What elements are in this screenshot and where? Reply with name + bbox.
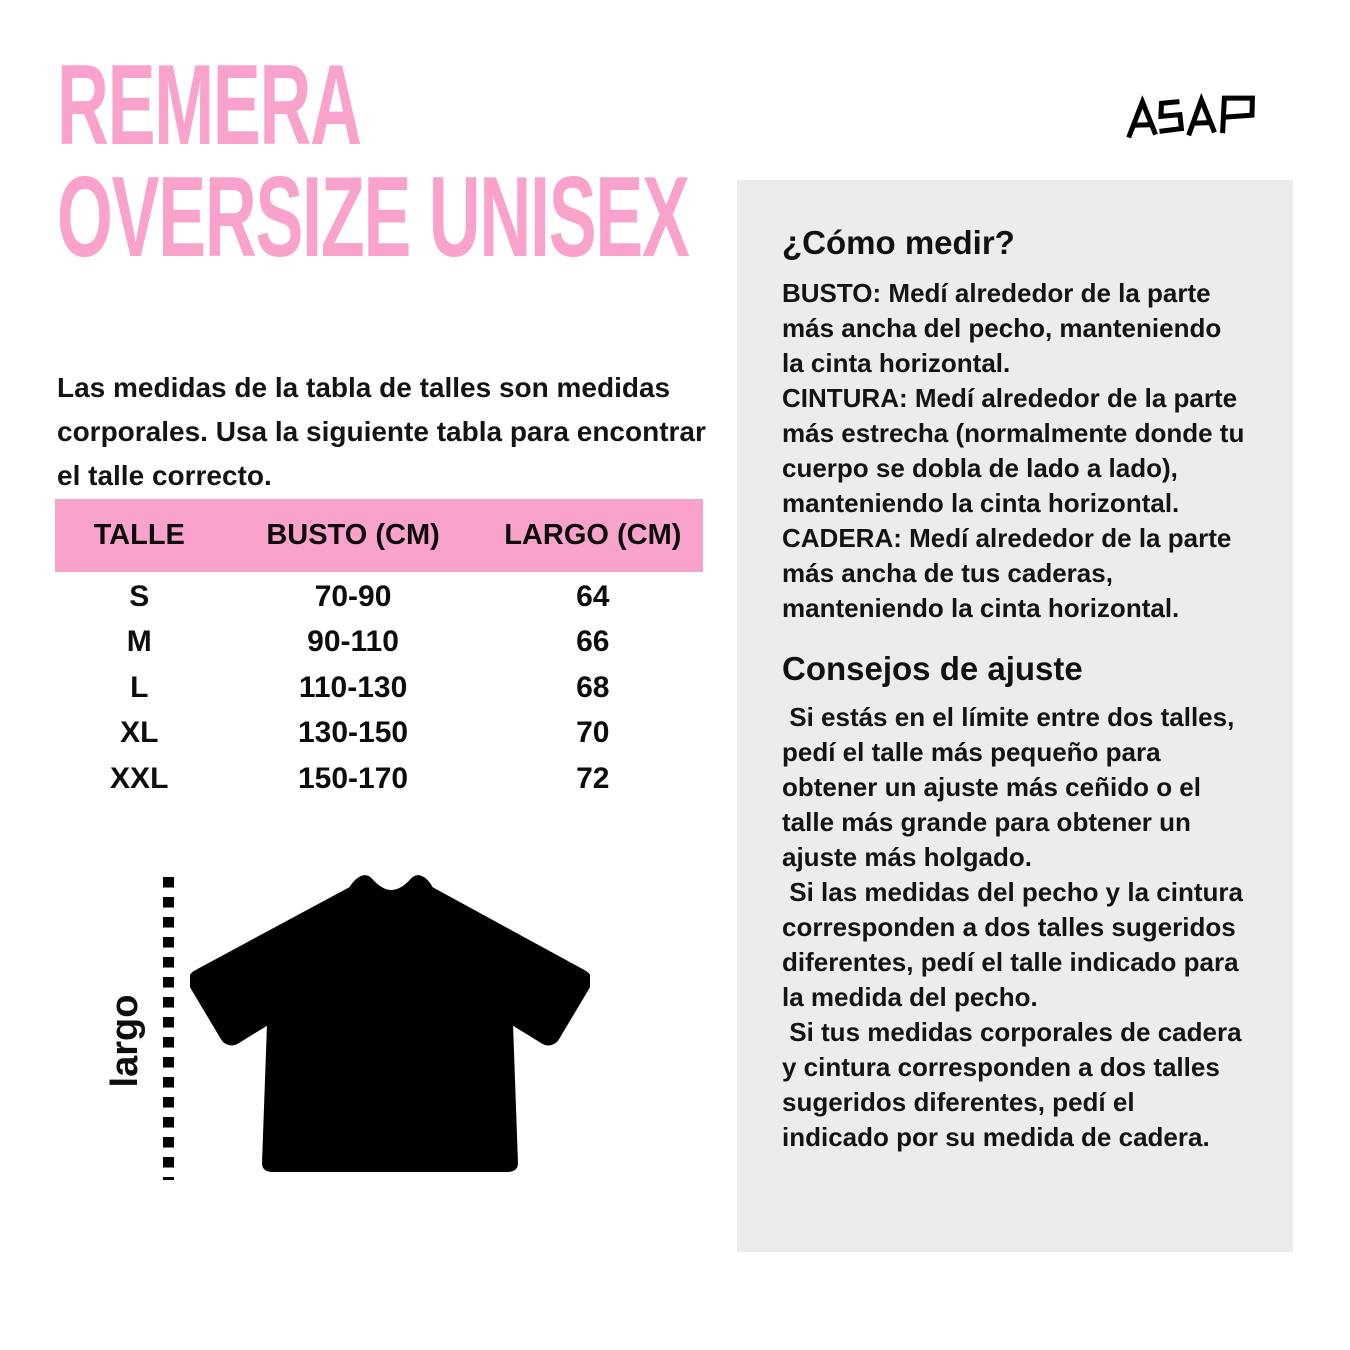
como-medir-cadera: CADERA: Medí alrededor de la parte más ancha de tus caderas, manteniendo la cinta horizontal. [782, 523, 1239, 623]
size-table [55, 499, 703, 802]
cell-busto: 90-110 [307, 625, 399, 659]
asap-logo-icon [1124, 90, 1274, 144]
cell-talle: L [130, 670, 149, 704]
tshirt-silhouette-icon [190, 872, 590, 1172]
length-measure-dashed-line [163, 877, 174, 1180]
cell-talle: XL [120, 716, 159, 750]
table-row [55, 665, 703, 711]
page-title [57, 42, 689, 281]
table-row [55, 620, 703, 666]
cell-talle: XXL [110, 761, 169, 795]
consejo-tip-2: Si las medidas del pecho y la cintura corresponden a dos talles sugeridos diferentes, pedí el talle indicado para la medida del pecho. [782, 877, 1251, 1012]
cell-busto: 70-90 [314, 579, 392, 613]
como-medir-cintura: CINTURA: Medí alrededor de la parte más estrecha (normalmente donde tu cuerpo se dobla de lado a lado), manteniendo la cinta horizontal. [782, 383, 1252, 518]
size-table-header-row [55, 499, 703, 572]
header-busto: BUSTO (CM) [266, 519, 440, 551]
header-talle: TALLE [93, 519, 185, 551]
page-title-line-2: OVERSIZE UNISEX [57, 154, 689, 281]
table-row [55, 711, 703, 757]
table-row [55, 574, 703, 620]
size-table-body [55, 574, 703, 802]
cell-busto: 130-150 [298, 716, 409, 750]
cell-largo: 72 [576, 761, 610, 795]
cell-largo: 70 [576, 716, 610, 750]
cell-largo: 64 [576, 579, 610, 613]
cell-largo: 66 [576, 625, 610, 659]
consejos-heading: Consejos de ajuste [782, 650, 1083, 687]
cell-talle: S [129, 579, 150, 613]
como-medir-busto: BUSTO: Medí alrededor de la parte más ancha del pecho, manteniendo la cinta horizontal. [782, 278, 1229, 378]
table-row [55, 756, 703, 802]
header-largo: LARGO (CM) [504, 519, 682, 551]
consejo-tip-1: Si estás en el límite entre dos talles, pedí el talle más pequeño para obtener un ajuste más ceñido o el talle más grande para obtener un ajuste más holgado. [782, 702, 1242, 872]
largo-measure-label: largo [104, 994, 146, 1088]
cell-busto: 110-130 [298, 670, 408, 704]
cell-largo: 68 [576, 670, 610, 704]
cell-talle: M [126, 625, 152, 659]
cell-busto: 150-170 [298, 761, 409, 795]
consejo-tip-3: Si tus medidas corporales de cadera y cintura corresponden a dos talles sugeridos diferentes, pedí el indicado por su medida de cadera. [782, 1017, 1249, 1152]
page-title-line-1: REMERA [57, 42, 361, 169]
info-panel [737, 180, 1293, 1252]
asap-brand-logo [1124, 90, 1274, 144]
como-medir-heading: ¿Cómo medir? [782, 224, 1015, 261]
intro-paragraph: Las medidas de la tabla de talles son medidas corporales. Usa la siguiente tabla para encontrar el talle correcto. [57, 372, 706, 491]
